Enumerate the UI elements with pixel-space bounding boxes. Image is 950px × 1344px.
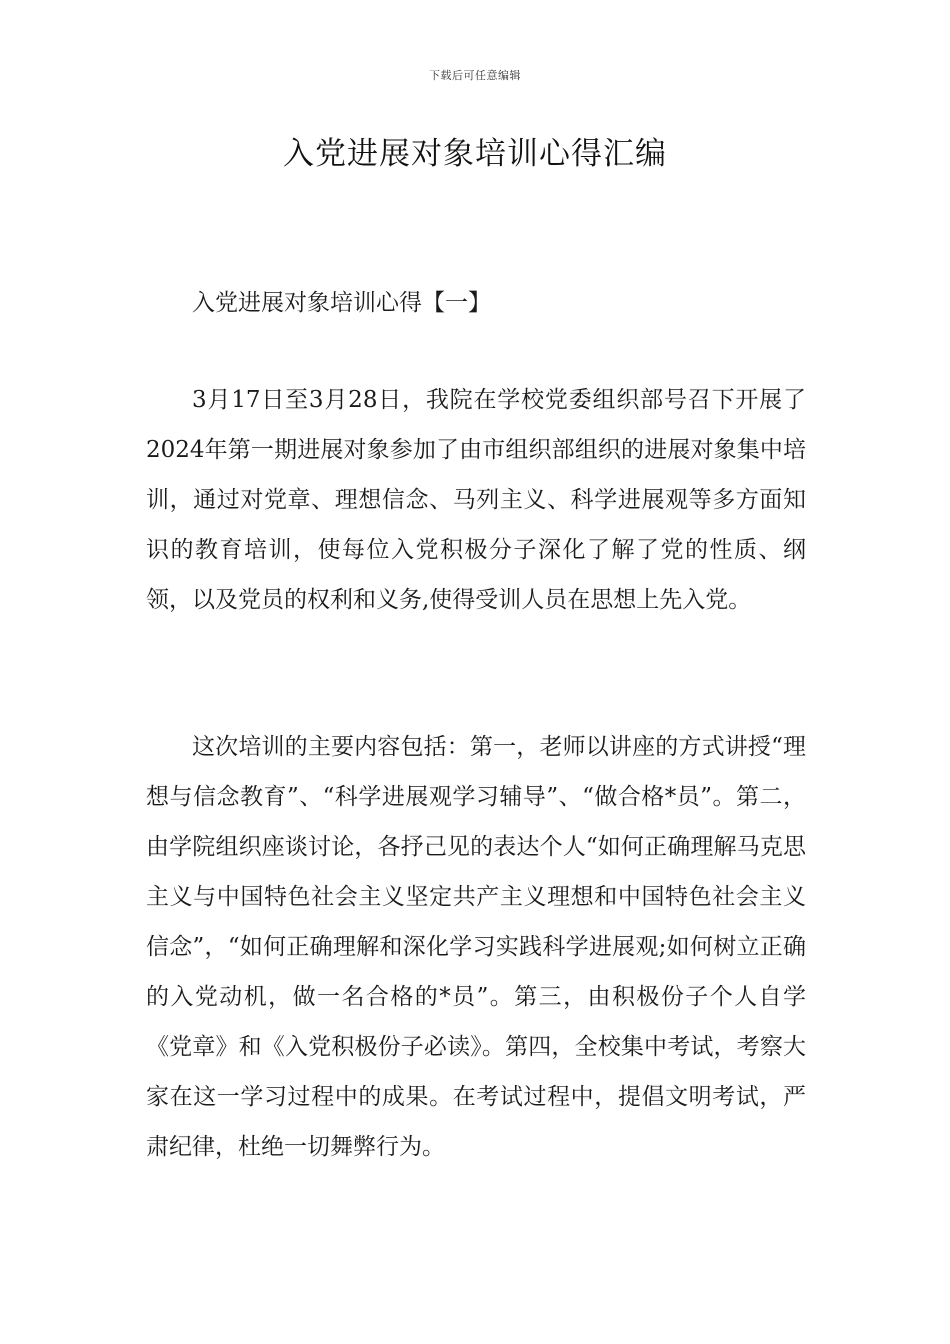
- section-heading: 入党进展对象培训心得【一】: [192, 290, 491, 316]
- header-note: 下载后可任意编辑: [429, 69, 521, 82]
- document-title: 入党进展对象培训心得汇编: [283, 136, 667, 172]
- body-paragraph-1: 3月17日至3月28日，我院在学校党委组织部号召下开展了2024年第一期进展对象参加了由市组织部组织的进展对象集中培训，通过对党章、理想信念、马列主义、科学进展观等多方面知识的教育培训，使每位入党积极分子深化了解了党的性质、纲领，以及党员的权利和义务,使得受训人员在思想上先入党。: [146, 387, 806, 613]
- body-paragraph-2: 这次培训的主要内容包括：第一，老师以讲座的方式讲授“理想与信念教育”、“科学进展观学习辅导”、“做合格*员”。第二，由学院组织座谈讨论，各抒己见的表达个人“如何正确理解马克思主义与中国特色社会主义坚定共产主义理想和中国特色社会主义信念”，“如何正确理解和深化学习实践科学进展观;如何树立正确的入党动机，做一名合格的*员”。第三，由积极份子个人自学《党章》和《入党积极份子必读》。第四，全校集中考试，考察大家在这一学习过程中的成果。在考试过程中，提倡文明考试，严肃纪律，杜绝一切舞弊行为。: [146, 734, 806, 1160]
